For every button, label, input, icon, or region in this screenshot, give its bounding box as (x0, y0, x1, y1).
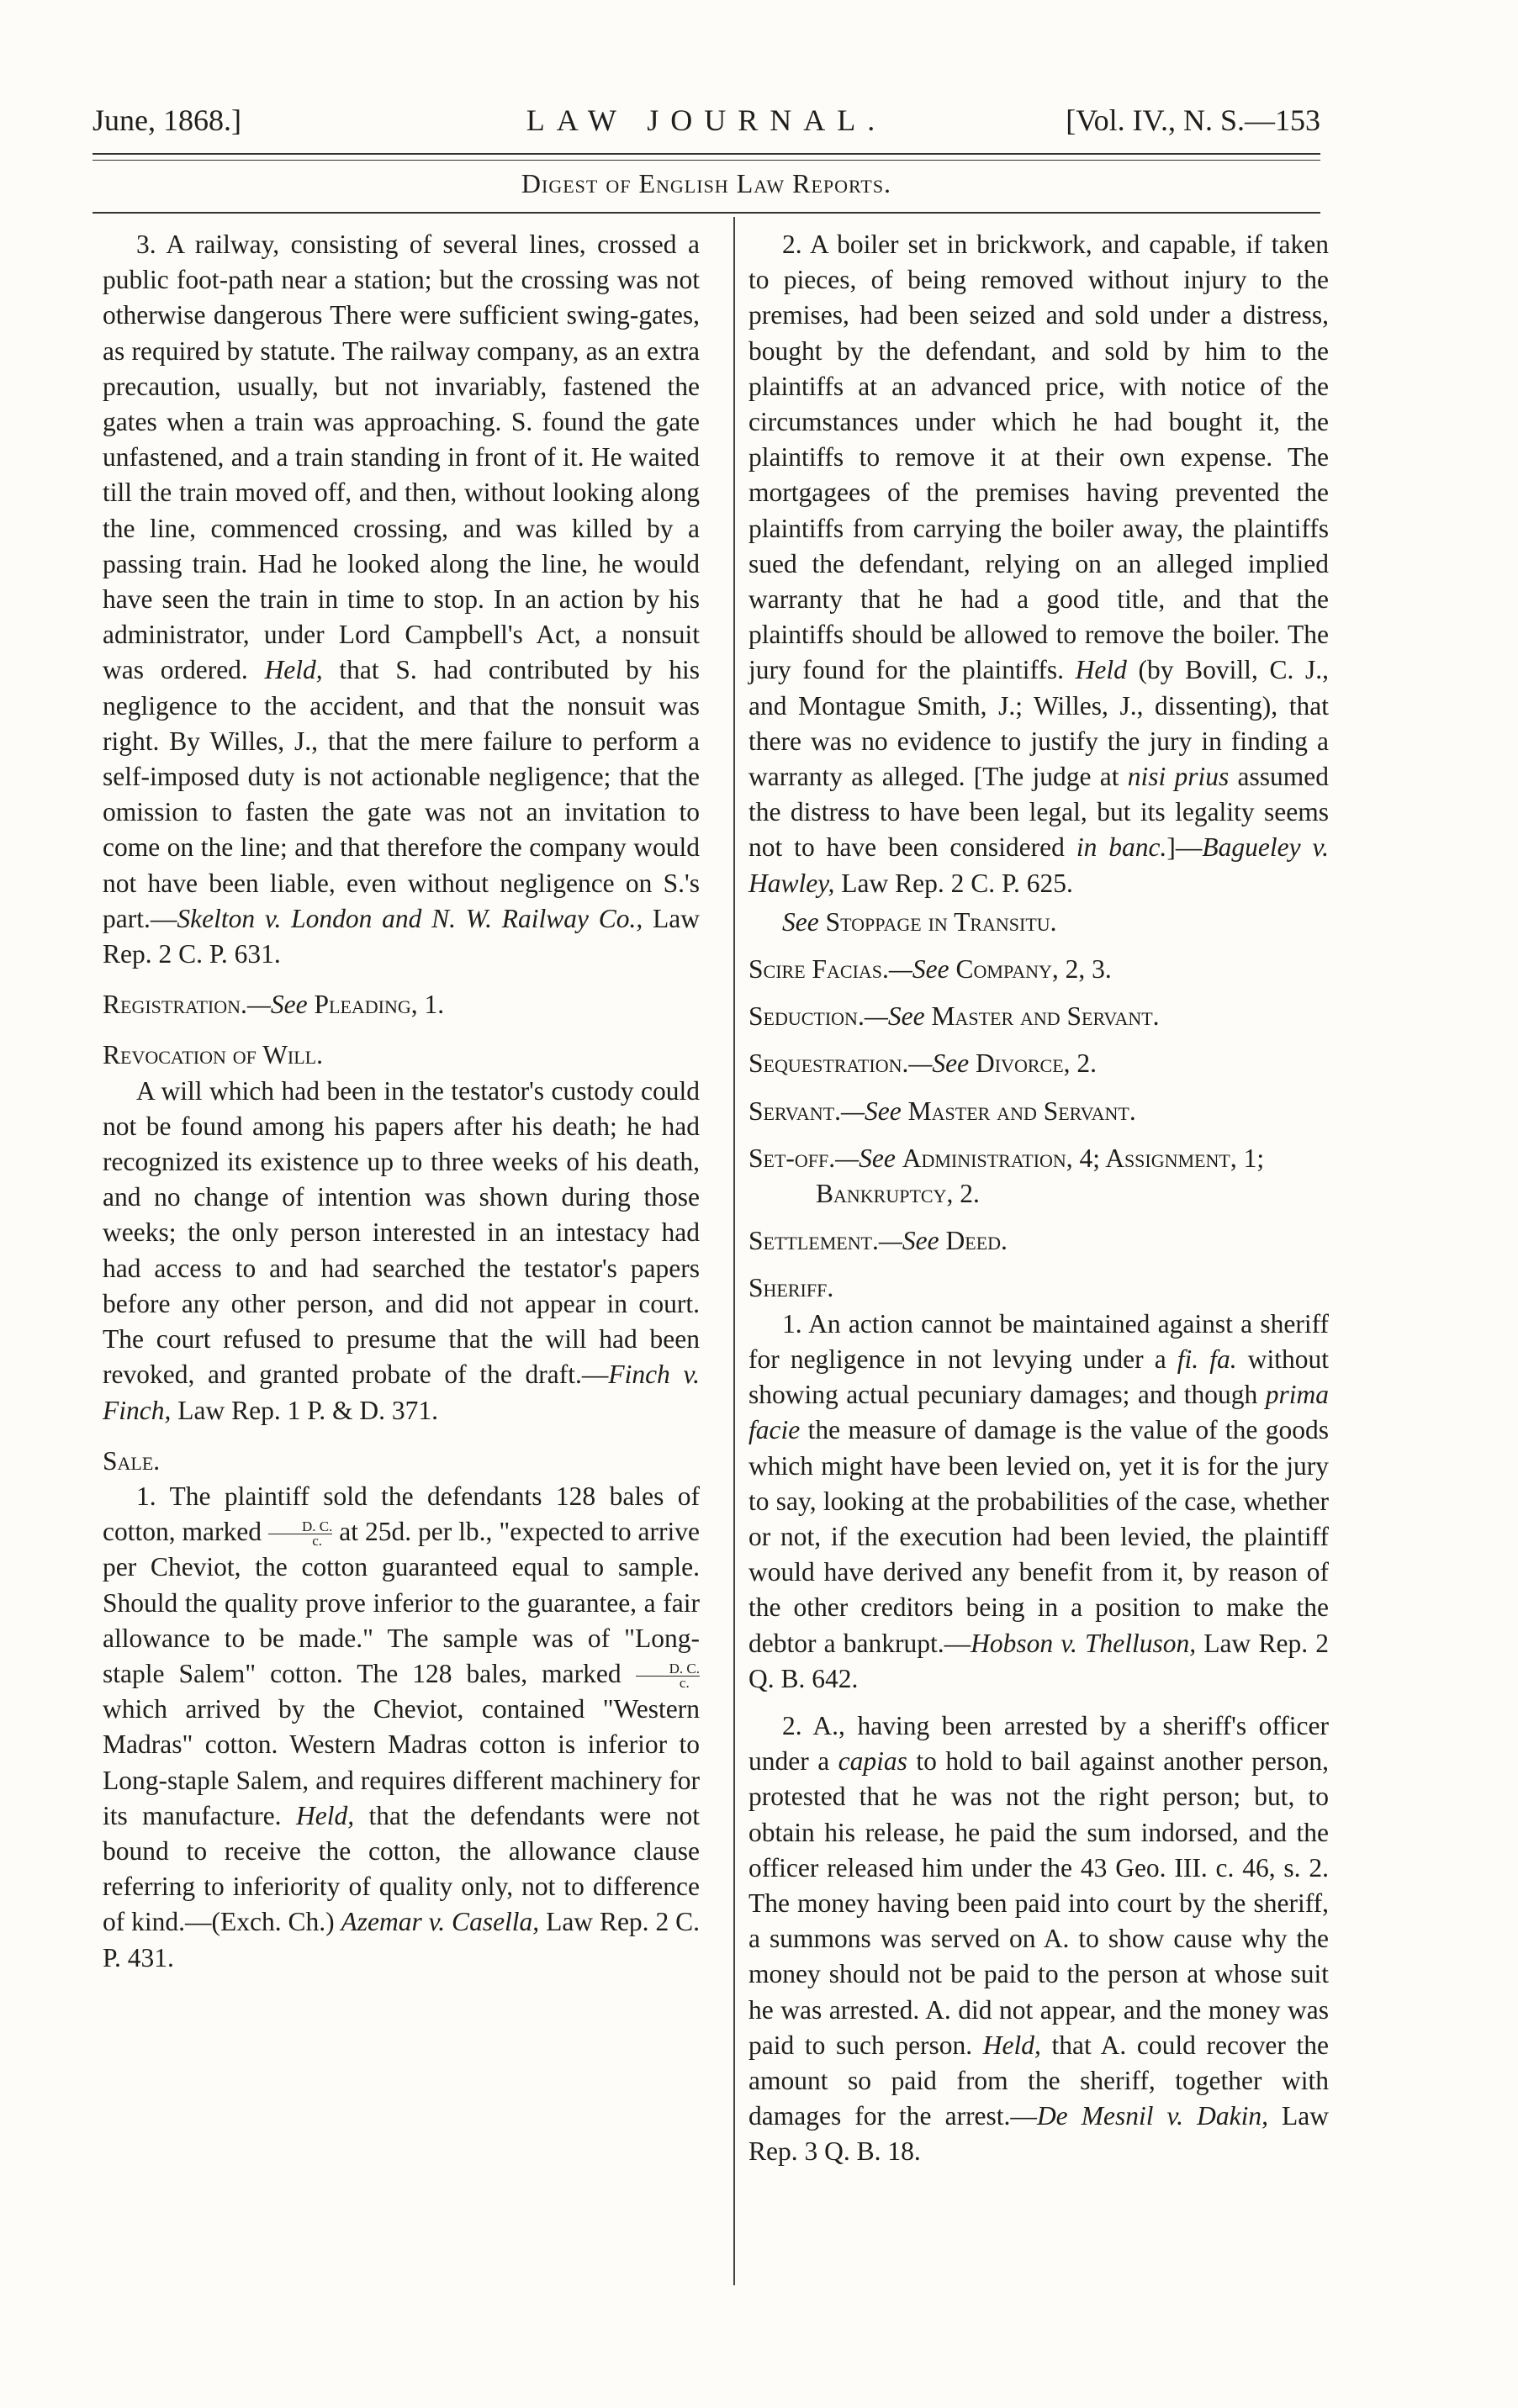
left-column (103, 227, 700, 1976)
citation: Law Rep. 2 Q. B. 642. (748, 1628, 1329, 1693)
latin-term: fi. fa. (1177, 1344, 1237, 1374)
latin-term: in banc. (1076, 832, 1167, 863)
cross-reference: Pleading, 1. (314, 990, 445, 1020)
citation: Law Rep. 3 Q. B. 18. (748, 2101, 1330, 2167)
sale-paragraph (103, 1479, 700, 1976)
see-label: —See (864, 1001, 932, 1032)
see-label: —See (878, 1226, 946, 1256)
revocation-paragraph (103, 1074, 700, 1428)
bale-mark (636, 1662, 700, 1690)
see-label: —See (835, 1143, 902, 1173)
entry-heading: Set-off. (748, 1143, 836, 1173)
text: to hold to bail against another person, protested that he was not the right person; but, to obtain his release, he paid the sum indorsed, and the officer released him under the 43 Geo. III. c. 46, s. 2. The money having been paid into court by the sheriff, a summons was served on A. to show cause why the money should not be paid to the person at whose suit he was arrested. A. did not appear, and the money was paid to such person. (748, 1746, 1329, 2060)
see-label: —See (246, 990, 315, 1020)
cross-reference: Master and Servant. (931, 1001, 1160, 1032)
boiler-paragraph (748, 227, 1329, 901)
text: 3. A railway, consisting of several lines, crossed a public foot-path near a station; but the crossing was not otherwise dangerous There were sufficient swing-gates, as required by statute. The railway company, as an extra precaution, usually, but not invariably, fastened the gates when a train was approaching. S. found the gate unfastened, and a train standing in front of it. He waited till the train moved off, and then, without looking along the line, commenced crossing, and was killed by a passing train. Had he looked along the line, he would have seen the train in time to stop. In an action by his administrator, under Lord Campbell's Act, a nonsuit was ordered. (103, 230, 700, 685)
latin-term: nisi prius (1127, 762, 1230, 792)
running-header (93, 103, 1320, 150)
right-column (748, 227, 1329, 2170)
cross-reference: Deed. (945, 1226, 1008, 1256)
mark-bottom: c. (312, 1533, 323, 1550)
mark-top: D. C. (268, 1520, 332, 1534)
header-date: June, 1868.] (93, 103, 241, 137)
railway-paragraph (103, 227, 700, 972)
cross-reference: Divorce, 2. (976, 1048, 1098, 1079)
mark-top: D. C. (636, 1662, 700, 1677)
entry-heading: Servant. (748, 1096, 842, 1126)
see-label: —See (841, 1096, 908, 1126)
column-divider (733, 217, 735, 2285)
sale-heading: Sale. (103, 1445, 161, 1476)
case-name: Finch v. Finch, (103, 1360, 700, 1425)
case-name: De Mesnil v. Dakin, (1036, 2101, 1268, 2131)
text: that the defendants were not bound to receive the cotton, the allowance clause referring to inferiority of quality only, not to difference of kind.—(Exch. Ch.) (103, 1800, 700, 1937)
text: A will which had been in the testator's custody could not be found among his papers after his death; he had recognized its existence up to three weeks of his death, and no change of intention was shown during those weeks; the only person interested in an intestacy had had access to and had searched the testator's papers before any other person, and did not appear in court. The court refused to presume that the will had been revoked, and granted probate of the draft.— (103, 1075, 700, 1390)
text: that S. had contributed by his negligence to the accident, and that the nonsuit was right. By Willes, J., that the mere failure to perform a self-imposed duty is not actionable negligence; that the omission to fasten the gate was not an invitation to come on the line; and that therefore the company would not have been liable, even without negligence on S.'s part.— (103, 655, 700, 933)
xref-entry-set-off (748, 1141, 1329, 1212)
latin-term: prima facie (748, 1380, 1329, 1445)
entry-heading: Settlement. (748, 1226, 879, 1256)
held-label: Held, (264, 655, 323, 685)
see-label: See (782, 906, 826, 937)
sheriff-heading: Sheriff. (748, 1273, 834, 1303)
entry-heading: Seduction. (748, 1001, 865, 1032)
cross-reference: Company, 2, 3. (955, 954, 1112, 985)
xref-entry-servant (748, 1094, 1329, 1129)
stoppage-see-also (748, 905, 1329, 940)
held-label: Held (1075, 655, 1127, 685)
case-name: Hobson v. Thelluson, (971, 1628, 1197, 1658)
case-name: Skelton v. London and N. W. Railway Co., (177, 903, 643, 933)
xref-entry-settlement (748, 1223, 1329, 1259)
text: 1. An action cannot be maintained against a sheriff for negligence in not levying under a (748, 1308, 1329, 1374)
text: the measure of damage is the value of the goods which might have been levied on, yet it is for the jury to say, looking at the probabilities of the case, whether or not, if the execution had been levied, the plaintiff would have derived any benefit from it, by reason of the other creditors being in a position to make the debtor a bankrupt.— (748, 1415, 1329, 1658)
header-journal-title: LAW JOURNAL. (526, 103, 887, 137)
text: at 25d. per lb., "expected to arrive per Cheviot, the cotton guaranteed equal to sample. Should the quality prove inferior to the guarantee, a fair allowance to be made." The sample was of "Long-staple Salem" cotton. The 128 bales, marked (103, 1517, 700, 1688)
revocation-heading: Revocation of Will. (103, 1040, 324, 1070)
section-title: Digest of English Law Reports. (521, 168, 892, 198)
text: that A. could recover the amount so paid from the sheriff, together with damages for the arrest.— (748, 2030, 1329, 2131)
cross-reference: Stoppage in Transitu. (825, 906, 1057, 937)
bale-mark (268, 1520, 332, 1548)
held-label: Held, (295, 1800, 355, 1830)
cross-reference: Administration, 4; Assignment, 1; Bankruptcy, 2. (816, 1143, 1265, 1209)
entry-heading: Sequestration. (748, 1048, 909, 1079)
see-label: —See (908, 1048, 976, 1079)
entry-heading: Registration. (103, 990, 247, 1020)
xref-entry-scire-facias (748, 952, 1329, 987)
section-rule (93, 212, 1320, 214)
case-name: Azemar v. Casella, (341, 1907, 540, 1937)
text: ]— (1166, 832, 1203, 863)
text: assumed the distress to have been legal, but its legality seems not to have been considered (748, 762, 1330, 863)
sheriff-paragraph-2 (748, 1708, 1329, 2170)
cross-reference: Master and Servant. (907, 1096, 1136, 1126)
sheriff-paragraph-1 (748, 1307, 1329, 1697)
text: without showing actual pecuniary damages; and though (748, 1344, 1329, 1410)
text: which arrived by the Cheviot, contained "Western Madras" cotton. Western Madras cotton is inferior to Long-staple Salem, and requires different machinery for its manufacture. (103, 1694, 700, 1830)
mark-bottom: c. (679, 1675, 690, 1692)
xref-entry-sequestration (748, 1046, 1329, 1081)
text: 1. The plaintiff sold the defendants 128 bales of cotton, marked (103, 1481, 700, 1547)
header-double-rule (93, 153, 1320, 161)
citation: Law Rep. 2 C. P. 631. (103, 903, 700, 969)
text: 2. A., having been arrested by a sheriff's officer under a (748, 1710, 1329, 1777)
text: 2. A boiler set in brickwork, and capable, if taken to pieces, of being removed without injury to the premises, had been seized and sold under a distress, bought by the defendant, and sold by him to the plaintiffs at an advanced price, with notice of the circumstances under which he had bought it, the plaintiffs to remove it at their own expense. The mortgagees of the premises having prevented the plaintiffs from carrying the boiler away, the plaintiffs sued the defendant, relying on an alleged implied warranty that he had a good title, and that the plaintiffs should be allowed to remove the boiler. The jury found for the plaintiffs. (748, 230, 1329, 685)
xref-entry-seduction (748, 999, 1329, 1034)
citation: Law Rep. 2 C. P. 625. (834, 868, 1073, 898)
held-label: Held, (982, 2030, 1041, 2060)
entry-heading: Scire Facias. (748, 954, 889, 985)
see-label: —See (888, 954, 956, 985)
header-volume: [Vol. IV., N. S.—153 (1066, 103, 1320, 137)
registration-entry (103, 987, 700, 1022)
latin-term: capias (838, 1746, 907, 1777)
case-name: Bagueley v. Hawley, (748, 832, 1329, 898)
citation: Law Rep. 2 C. P. 431. (103, 1907, 700, 1972)
citation: Law Rep. 1 P. & D. 371. (171, 1395, 438, 1425)
text: (by Bovill, C. J., and Montague Smith, J.; Willes, J., dissenting), that there was no evidence to justify the jury in finding a warranty as alleged. [The judge at (748, 655, 1329, 792)
